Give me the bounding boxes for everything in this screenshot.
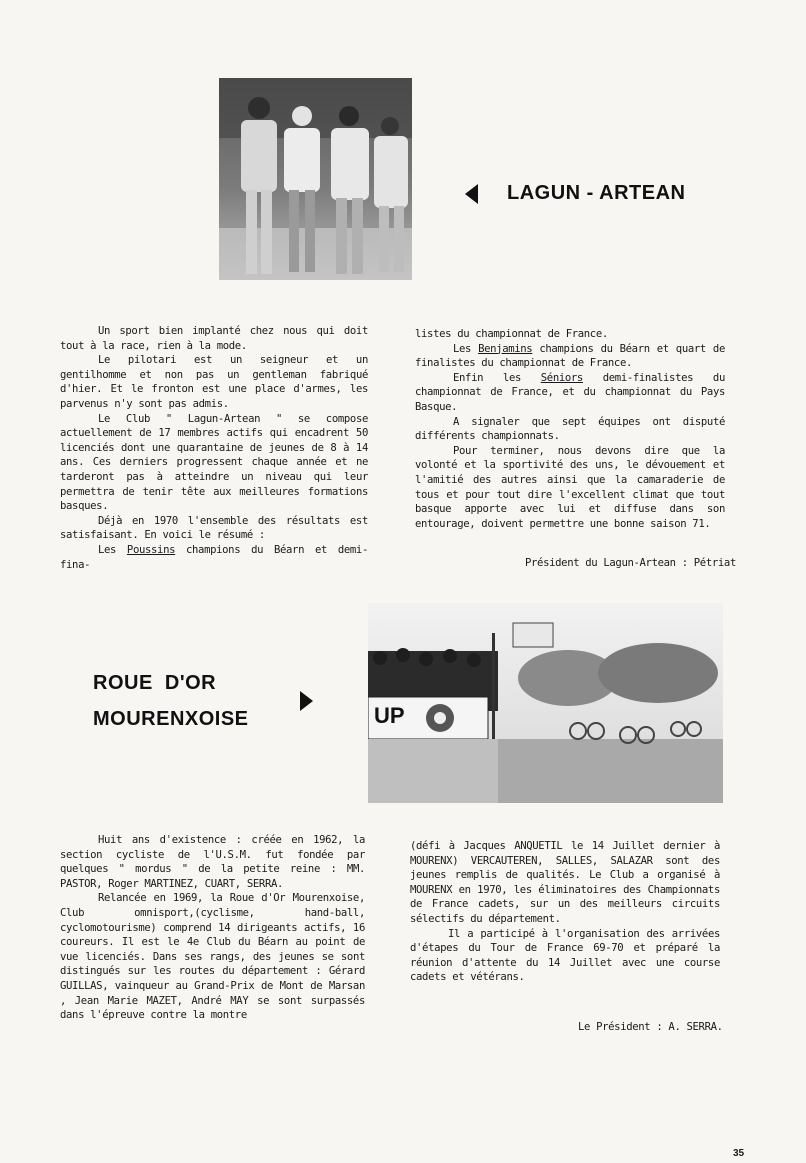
banner-text: UP [374, 703, 405, 728]
paragraph: Relancée en 1969, la Roue d'Or Mourenxoise, Club omnisport,(cyclisme, hand-ball, cyclomotourisme) comprend 14 dirigeants actifs, 16 coureurs. Il est le 4e Club du Béarn au point de vue licenciés. Dans ses rangs, des jeunes se sont distingués sur les routes du département : Gérard GUILLAS, vainqueur au Grand-Prix de Mont de Marsan , Jean Marie MAZET, André MAY se sont surpassés dans l'épreuve contre la montre [60, 892, 365, 1022]
poussins-paragraph: Les Poussins champions du Béarn et demi-fina- [60, 543, 368, 571]
col2-first-line: listes du championnat de France. [415, 328, 608, 340]
paragraph: Un sport bien implanté chez nous qui doit tout à la race, rien à la mode. [60, 325, 368, 352]
paragraph: (défi à Jacques ANQUETIL le 14 Juillet dernier à MOURENX) VERCAUTEREN, SALLES, SALAZAR sont des jeunes remplis de qualités. Le Club a organisé à MOURENX en 1970, les éliminatoires des Championnats de France cadets, sur un des meilleurs circuits sélectifs du département. [410, 840, 720, 925]
paragraph: Pour terminer, nous devons dire que la volonté et la sportivité des uns, le dévouement et l'amitié des autres ainsi que la camaraderie de tous et pour tout dire l'excellent climat que tout basque apporte avec lui et diffuse dans son entourage, doivent permettre une bonne saison 71. [415, 444, 725, 530]
pointer-right-icon [300, 691, 313, 711]
paragraph: Déjà en 1970 l'ensemble des résultats est satisfaisant. En voici le résumé : [60, 514, 368, 542]
paragraph: Le pilotari est un seigneur et un gentilhomme et non pas un gentleman fabriqué d'hier. Et le fronton est une place d'armes, les parvenus n'y sont pas admis. [60, 354, 368, 410]
seniors-word: Séniors [540, 371, 583, 384]
roue-heading-line2: MOURENXOISE [93, 708, 249, 730]
seniors-paragraph: Enfin les Séniors demi-finalistes du championnat de France, et du championnat du Pays Basque. [415, 371, 725, 413]
benjamins-word: Benjamins [478, 342, 533, 355]
paragraph: A signaler que sept équipes ont disputé différents championnats. [415, 415, 725, 443]
lagun-artean-heading: LAGUN - ARTEAN [507, 182, 686, 204]
paragraph: Il a participé à l'organisation des arrivées d'étapes du Tour de France 69-70 et préparé la réunion d'attente du 14 Juillet avec une course cadets et vétérans. [410, 927, 720, 984]
roue-signature: Le Président : A. SERRA. [578, 1021, 723, 1033]
lagun-column-1 [60, 324, 368, 572]
lagun-signature: Président du Lagun-Artean : Pétriat [525, 557, 736, 569]
roue-column-2 [410, 839, 720, 985]
benjamins-paragraph: Les Benjamins champions du Béarn et quart de finalistes du championnat de France. [415, 342, 725, 370]
cycling-race-photo [368, 603, 723, 803]
roue-column-1 [60, 833, 365, 1023]
page-number: 35 [733, 1148, 745, 1159]
roue-heading-line1: ROUE D'OR [93, 672, 217, 694]
paragraph: Huit ans d'existence : créée en 1962, la section cycliste de l'U.S.M. fut fondée par quelques " mordus " de la petite reine : MM. PASTOR, Roger MARTINEZ, CUART, SERRA. [60, 834, 365, 890]
team-photo [219, 78, 412, 280]
lagun-column-2 [415, 327, 725, 531]
poussins-word: Poussins [126, 543, 176, 556]
paragraph: Le Club " Lagun-Artean " se compose actuellement de 17 membres actifs qui encadrent 50 licenciés dont une quarantaine de jeunes de 8 à 14 ans. Ces derniers progressent chaque année et ne tarderont pas à atteindre un niveau qui leur permettra de tenir tête aux meilleures formations basques. [60, 412, 368, 513]
pointer-left-icon [465, 184, 478, 204]
